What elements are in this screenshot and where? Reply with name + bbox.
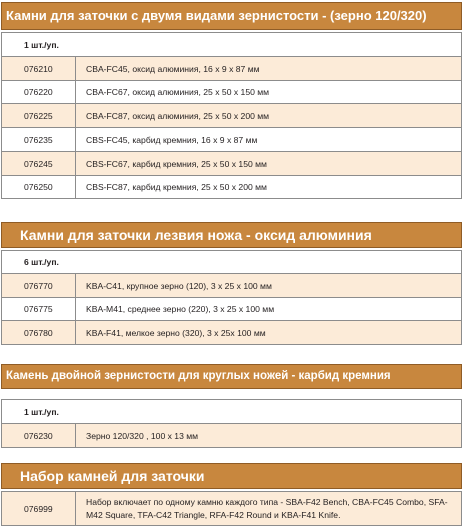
section-title-bar: Камень двойной зернистости для круглых ножей - карбид кремния bbox=[1, 364, 462, 389]
product-table bbox=[1, 32, 462, 199]
table-row bbox=[2, 176, 462, 199]
product-description: CBS-FC87, карбид кремния, 25 x 50 x 200 мм bbox=[76, 176, 462, 199]
table-row bbox=[2, 152, 462, 176]
table-row bbox=[2, 104, 462, 128]
product-description: KBA-M41, среднее зерно (220), 3 x 25 x 100 мм bbox=[76, 298, 462, 321]
product-description: CBS-FC45, карбид кремния, 16 x 9 x 87 мм bbox=[76, 128, 462, 152]
product-code: 076780 bbox=[2, 321, 76, 345]
table-row bbox=[2, 81, 462, 104]
section-title-bar: Камни для заточки лезвия ножа - оксид алюминия bbox=[1, 222, 462, 248]
product-code: 076250 bbox=[2, 176, 76, 199]
product-description: Зерно 120/320 , 100 x 13 мм bbox=[76, 424, 462, 448]
pack-unit-label: 6 шт./уп. bbox=[2, 251, 462, 274]
product-description: CBA-FC45, оксид алюминия, 16 x 9 x 87 мм bbox=[76, 57, 462, 81]
product-table bbox=[1, 250, 462, 345]
product-code: 076225 bbox=[2, 104, 76, 128]
table-row bbox=[2, 128, 462, 152]
table-row bbox=[2, 321, 462, 345]
table-row bbox=[2, 57, 462, 81]
table-row bbox=[2, 492, 462, 526]
product-code: 076235 bbox=[2, 128, 76, 152]
product-code: 076999 bbox=[2, 492, 76, 526]
product-description: CBA-FC87, оксид алюминия, 25 x 50 x 200 мм bbox=[76, 104, 462, 128]
product-description: KBA-F41, мелкое зерно (320), 3 x 25x 100 мм bbox=[76, 321, 462, 345]
product-code: 076775 bbox=[2, 298, 76, 321]
product-code: 076210 bbox=[2, 57, 76, 81]
table-row bbox=[2, 298, 462, 321]
pack-unit-label: 1 шт./уп. bbox=[2, 33, 462, 57]
table-row bbox=[2, 424, 462, 448]
pack-unit-label: 1 шт./уп. bbox=[2, 400, 462, 424]
product-description: Набор включает по одному камню каждого типа - SBA-F42 Bench, CBA-FC45 Combo, SFA-M42 Square, TFA-C42 Triangle, RFA-F42 Round и KBA-F41 Knife. bbox=[76, 492, 462, 526]
product-table bbox=[1, 399, 462, 448]
table-row bbox=[2, 274, 462, 298]
product-description: KBA-C41, крупное зерно (120), 3 x 25 x 100 мм bbox=[76, 274, 462, 298]
product-description: CBS-FC67, карбид кремния, 25 x 50 x 150 мм bbox=[76, 152, 462, 176]
product-code: 076770 bbox=[2, 274, 76, 298]
product-description: CBA-FC67, оксид алюминия, 25 x 50 x 150 мм bbox=[76, 81, 462, 104]
product-code: 076230 bbox=[2, 424, 76, 448]
product-code: 076245 bbox=[2, 152, 76, 176]
section-title-bar: Набор камней для заточки bbox=[1, 463, 462, 489]
section-title-bar: Камни для заточки с двумя видами зернистости - (зерно 120/320) bbox=[1, 2, 462, 30]
product-table bbox=[1, 491, 462, 526]
product-code: 076220 bbox=[2, 81, 76, 104]
